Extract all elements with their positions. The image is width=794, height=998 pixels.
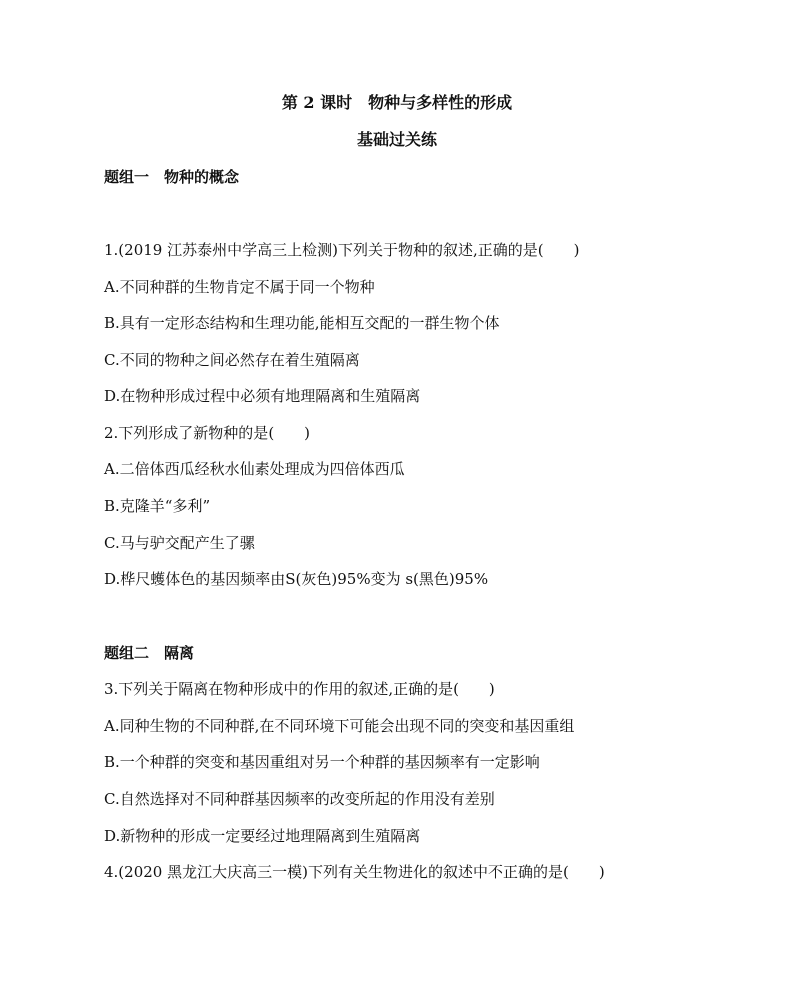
question-option: D.在物种形成过程中必须有地理隔离和生殖隔离 <box>104 387 421 405</box>
question-option: A.二倍体西瓜经秋水仙素处理成为四倍体西瓜 <box>104 460 405 478</box>
lesson-title: 第 2 课时 物种与多样性的形成 <box>281 93 513 112</box>
question-stem: 2.下列形成了新物种的是( ) <box>104 424 311 442</box>
question-stem: 1.(2019 江苏泰州中学高三上检测)下列关于物种的叙述,正确的是( ) <box>104 241 580 259</box>
question-option: C.自然选择对不同种群基因频率的改变所起的作用没有差别 <box>104 790 495 808</box>
question-option: B.一个种群的突变和基因重组对另一个种群的基因频率有一定影响 <box>104 753 540 771</box>
question-stem: 3.下列关于隔离在物种形成中的作用的叙述,正确的是( ) <box>104 680 495 698</box>
question-option: B.克隆羊“多利” <box>104 497 211 515</box>
group-heading: 题组二 隔离 <box>104 644 195 662</box>
question-option: A.不同种群的生物肯定不属于同一个物种 <box>104 278 375 296</box>
question-option: D.桦尺蠖体色的基因频率由S(灰色)95%变为 s(黑色)95% <box>104 570 489 588</box>
group-heading: 题组一 物种的概念 <box>104 168 240 186</box>
question-option: C.不同的物种之间必然存在着生殖隔离 <box>104 351 360 369</box>
question-stem: 4.(2020 黑龙江大庆高三一模)下列有关生物进化的叙述中不正确的是( ) <box>104 863 605 881</box>
question-option: A.同种生物的不同种群,在不同环境下可能会出现不同的突变和基因重组 <box>104 717 575 735</box>
question-option: B.具有一定形态结构和生理功能,能相互交配的一群生物个体 <box>104 314 500 332</box>
section-title: 基础过关练 <box>356 130 437 149</box>
question-option: C.马与驴交配产生了骡 <box>104 534 255 552</box>
question-option: D.新物种的形成一定要经过地理隔离到生殖隔离 <box>104 827 421 845</box>
